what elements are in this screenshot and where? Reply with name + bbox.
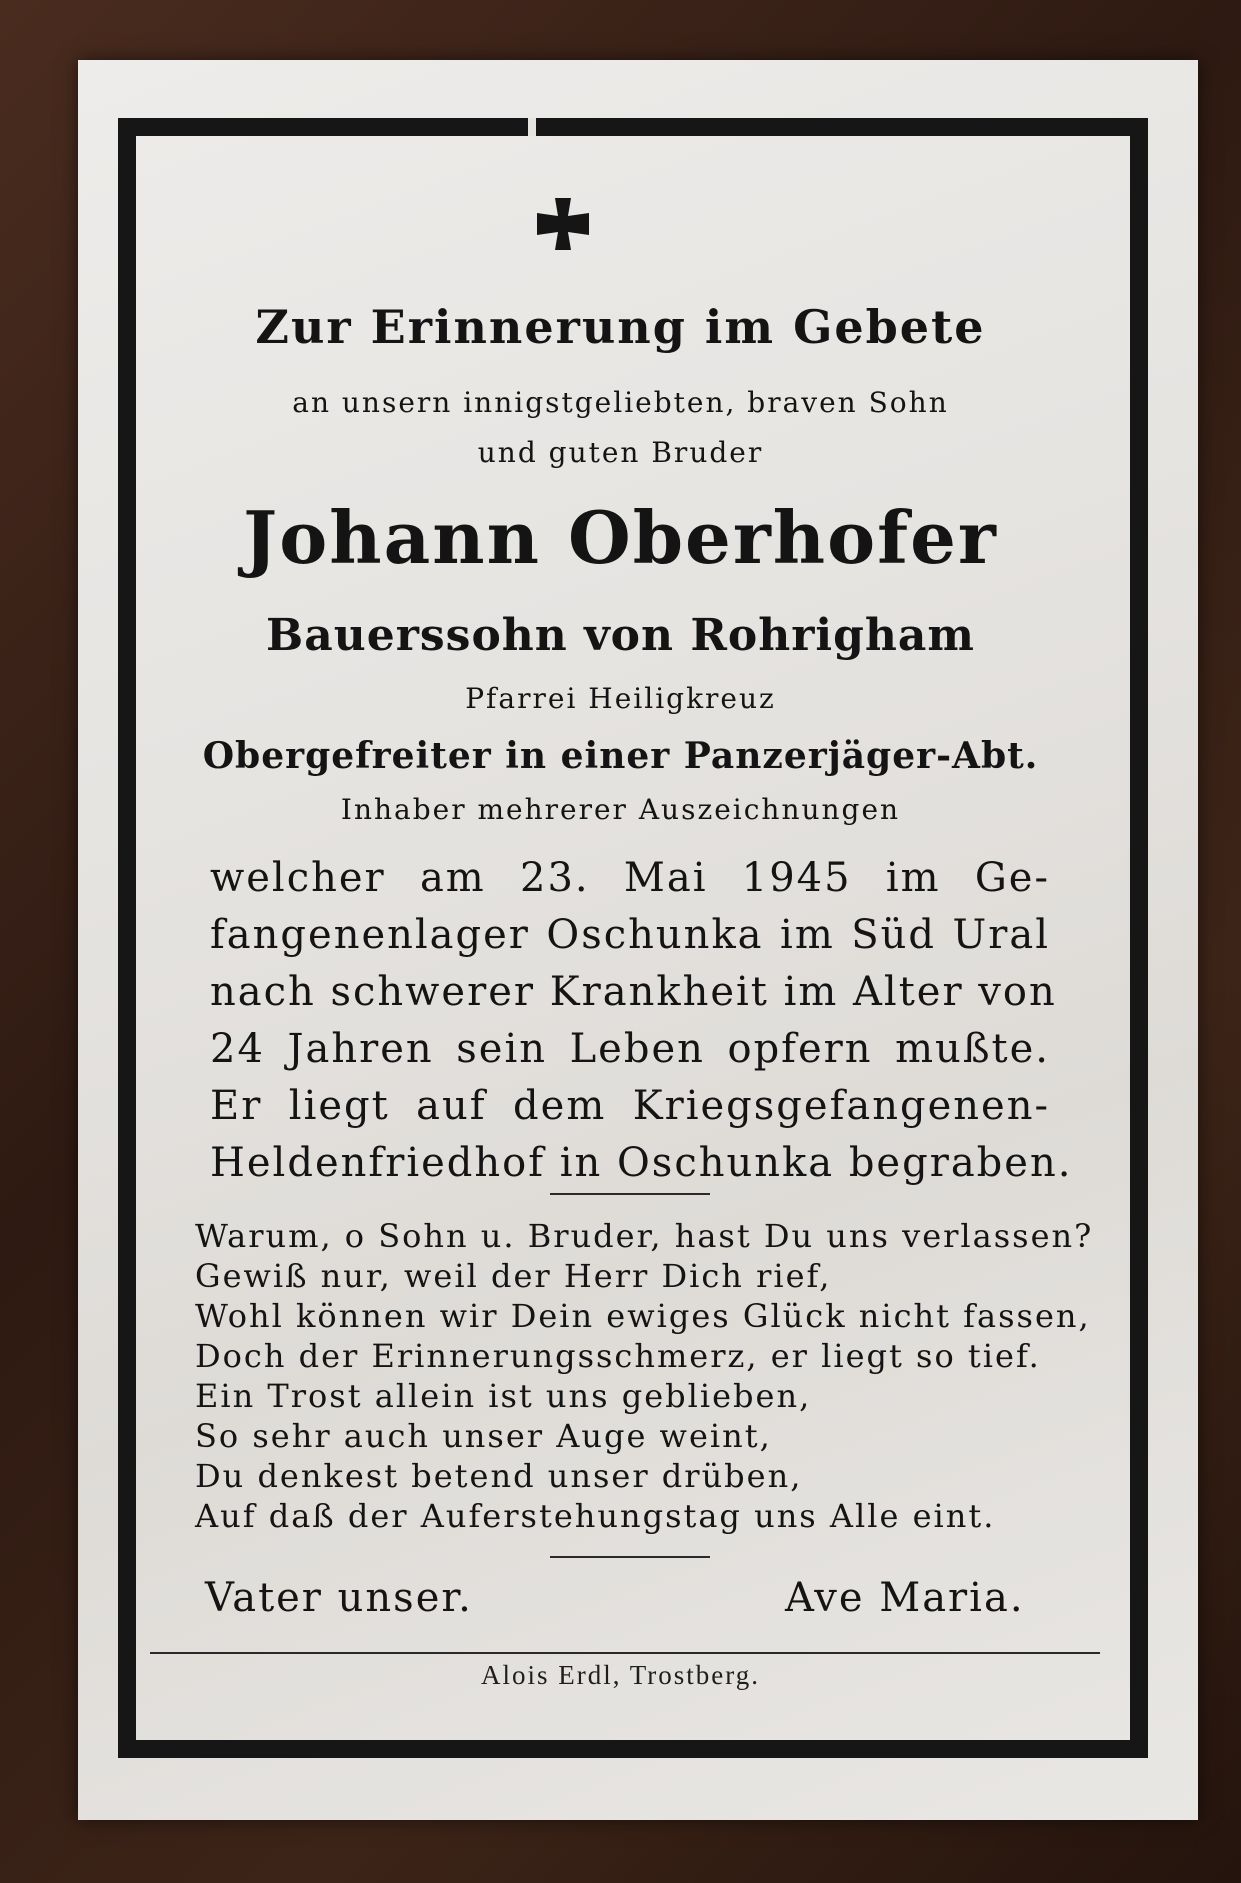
body-line: Er liegt auf dem Kriegsgefangenen- [210,1083,1050,1129]
body-line: welcher am 23. Mai 1945 im Ge- [210,855,1050,901]
deceased-name: Johann Oberhofer [243,495,998,580]
honors-line: Inhaber mehrerer Auszeichnungen [340,793,901,826]
body-line: nach schwerer Krankheit im Alter von [210,969,1057,1015]
dedication-line-1: an unsern innigstgeliebten, braven Sohn [292,386,949,419]
body-line: Heldenfriedhof in Oschunka begraben. [210,1140,1073,1186]
frame-gap [528,118,536,136]
poem-line: Wohl können wir Dein ewiges Glück nicht fassen, [195,1297,1091,1335]
divider-rule [550,1193,710,1195]
poem-line: Gewiß nur, weil der Herr Dich rief, [195,1257,832,1295]
dedication-line-2: und guten Bruder [477,436,764,469]
printer-rule [150,1652,1100,1654]
poem-line: Auf daß der Auferstehungstag uns Alle eint. [195,1497,996,1535]
origin-line: Bauerssohn von Rohrigham [266,610,975,661]
prayer-left: Vater unser. [205,1575,473,1621]
rank-line: Obergefreiter in einer Panzerjäger-Abt. [202,735,1039,777]
card-heading: Zur Erinnerung im Gebete [255,300,986,354]
body-line: 24 Jahren sein Leben opfern mußte. [210,1026,1050,1072]
printer-imprint: Alois Erdl, Trostberg. [480,1660,761,1690]
poem-line: Du denkest betend unser drüben, [195,1457,803,1495]
parish-line: Pfarrei Heiligkreuz [465,682,776,715]
poem-line: Ein Trost allein ist uns geblieben, [195,1377,812,1415]
poem-line: So sehr auch unser Auge weint, [195,1417,772,1455]
iron-cross-icon [533,194,593,254]
poem-line: Warum, o Sohn u. Bruder, hast Du uns verlassen? [195,1217,1094,1255]
divider-rule [550,1556,710,1558]
prayer-right: Ave Maria. [785,1575,1025,1621]
poem-line: Doch der Erinnerungsschmerz, er liegt so tief. [195,1337,1041,1375]
body-line: fangenenlager Oschunka im Süd Ural [210,912,1050,958]
